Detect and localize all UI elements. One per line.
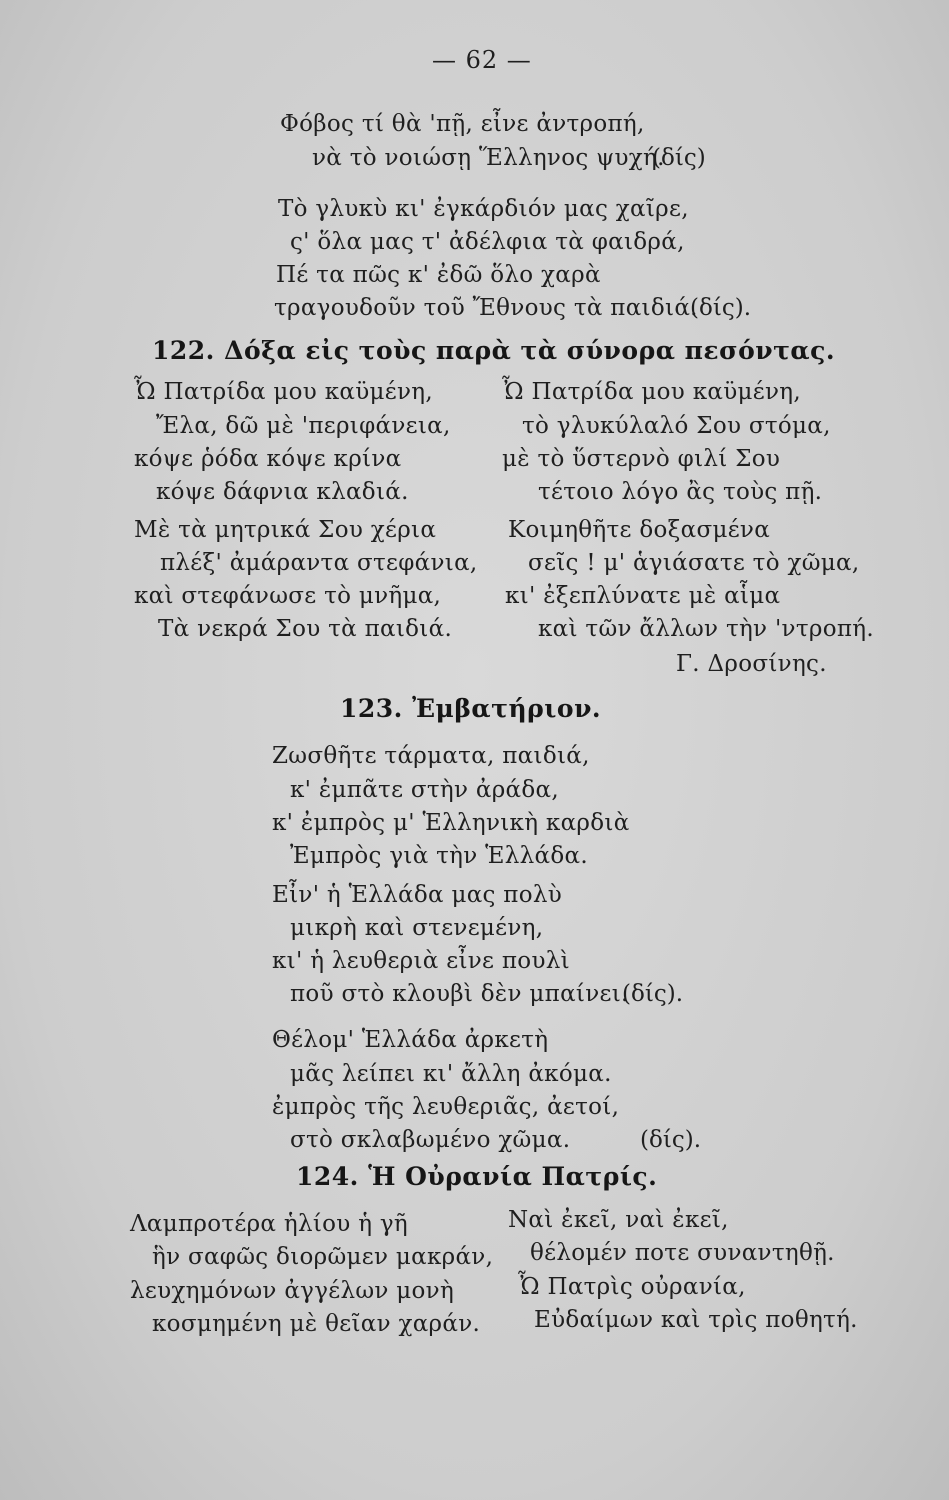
verse-line: λευχημόνων ἀγγέλων μονὴ: [130, 1278, 455, 1304]
verse-line: μικρὴ καὶ στενεμένη,: [290, 915, 544, 941]
poem-122-heading: 122. Δόξα εἰς τοὺς παρὰ τὰ σύνορα πεσόντας.: [152, 336, 836, 365]
poem-124-heading: 124. Ἡ Οὐρανία Πατρίς.: [296, 1162, 658, 1191]
repeat-mark: (δίς).: [640, 1127, 702, 1153]
verse-line: μὲ τὸ ὕστερνὸ φιλί Σου: [502, 446, 781, 472]
verse-line: Ὦ Πατρίδα μου καϋμένη,: [502, 379, 801, 405]
page-number: — 62 —: [432, 46, 532, 74]
verse-line: Εὐδαίμων καὶ τρὶς ποθητή.: [534, 1307, 858, 1333]
verse-line: θέλομέν ποτε συναντηθῇ.: [530, 1240, 835, 1266]
verse-line: πλέξ' ἀμάραντα στεφάνια,: [160, 550, 478, 576]
verse-line: κ' ἐμπᾶτε στὴν ἀράδα,: [290, 777, 559, 803]
verse-line: κοσμημένη μὲ θεῖαν χαράν.: [152, 1311, 481, 1337]
verse-line: Λαμπροτέρα ἡλίου ἡ γῆ: [130, 1211, 409, 1237]
verse-line: Ζωσθῆτε τάρματα, παιδιά,: [272, 743, 590, 769]
verse-line: ποῦ στὸ κλουβὶ δὲν μπαίνει.: [290, 981, 629, 1007]
verse-line: κόψε ῥόδα κόψε κρίνα: [134, 446, 402, 472]
verse-line: νὰ τὸ νοιώσῃ Ἕλληνος ψυχή.: [312, 145, 665, 171]
verse-line: τέτοιο λόγο ἂς τοὺς πῇ.: [538, 479, 823, 505]
repeat-mark: (δίς).: [690, 295, 752, 321]
verse-line: Τὰ νεκρά Σου τὰ παιδιά.: [158, 616, 453, 642]
repeat-mark: (δίς): [652, 145, 706, 171]
verse-line: τὸ γλυκύλαλό Σου στόμα,: [522, 413, 831, 439]
verse-line: στὸ σκλαβωμένο χῶμα.: [290, 1127, 571, 1153]
verse-line: κι' ἡ λευθεριὰ εἶνε πουλὶ: [272, 948, 570, 974]
verse-line: Φόβος τί θὰ 'πῇ, εἶνε ἀντροπή,: [280, 111, 645, 137]
verse-line: ἐμπρὸς τῆς λευθεριᾶς, ἀετοί,: [272, 1094, 620, 1120]
verse-line: Ἐμπρὸς γιὰ τὴν Ἑλλάδα.: [290, 843, 588, 869]
verse-line: Ναὶ ἐκεῖ, ναὶ ἐκεῖ,: [508, 1207, 729, 1233]
verse-line: Τὸ γλυκὺ κι' ἐγκάρδιόν μας χαῖρε,: [278, 196, 689, 222]
verse-line: Ὦ Πατρίδα μου καϋμένη,: [134, 379, 433, 405]
verse-line: Εἶν' ἡ Ἑλλάδα μας πολὺ: [272, 882, 563, 908]
verse-line: Ἔλα, δῶ μὲ 'περιφάνεια,: [156, 413, 451, 439]
verse-line: ἣν σαφῶς διορῶμεν μακράν,: [152, 1244, 494, 1270]
verse-line: Ὦ Πατρὶς οὐρανία,: [518, 1274, 746, 1300]
verse-line: καὶ τῶν ἄλλων τὴν 'ντροπή.: [538, 616, 874, 642]
verse-line: κόψε δάφνια κλαδιά.: [156, 479, 409, 505]
verse-line: τραγουδοῦν τοῦ Ἔθνους τὰ παιδιά.: [274, 295, 698, 321]
verse-line: κι' ἐξεπλύνατε μὲ αἷμα: [505, 583, 781, 609]
verse-line: Μὲ τὰ μητρικά Σου χέρια: [134, 517, 437, 543]
poem-122-author: Γ. Δροσίνης.: [676, 651, 827, 677]
verse-line: μᾶς λείπει κι' ἄλλη ἀκόμα.: [290, 1061, 612, 1087]
poem-123-heading: 123. Ἐμβατήριον.: [340, 694, 602, 723]
verse-line: κ' ἐμπρὸς μ' Ἑλληνικὴ καρδιὰ: [272, 810, 630, 836]
verse-line: Κοιμηθῆτε δοξασμένα: [508, 517, 771, 543]
verse-line: ς' ὅλα μας τ' ἀδέλφια τὰ φαιδρά,: [290, 229, 685, 255]
verse-line: Πέ τα πῶς κ' ἐδῶ ὅλο χαρὰ: [276, 262, 601, 288]
verse-line: σεῖς ! μ' ἁγιάσατε τὸ χῶμα,: [528, 550, 860, 576]
repeat-mark: (δίς).: [622, 981, 684, 1007]
verse-line: καὶ στεφάνωσε τὸ μνῆμα,: [134, 583, 442, 609]
verse-line: Θέλομ' Ἑλλάδα ἀρκετὴ: [272, 1027, 549, 1053]
